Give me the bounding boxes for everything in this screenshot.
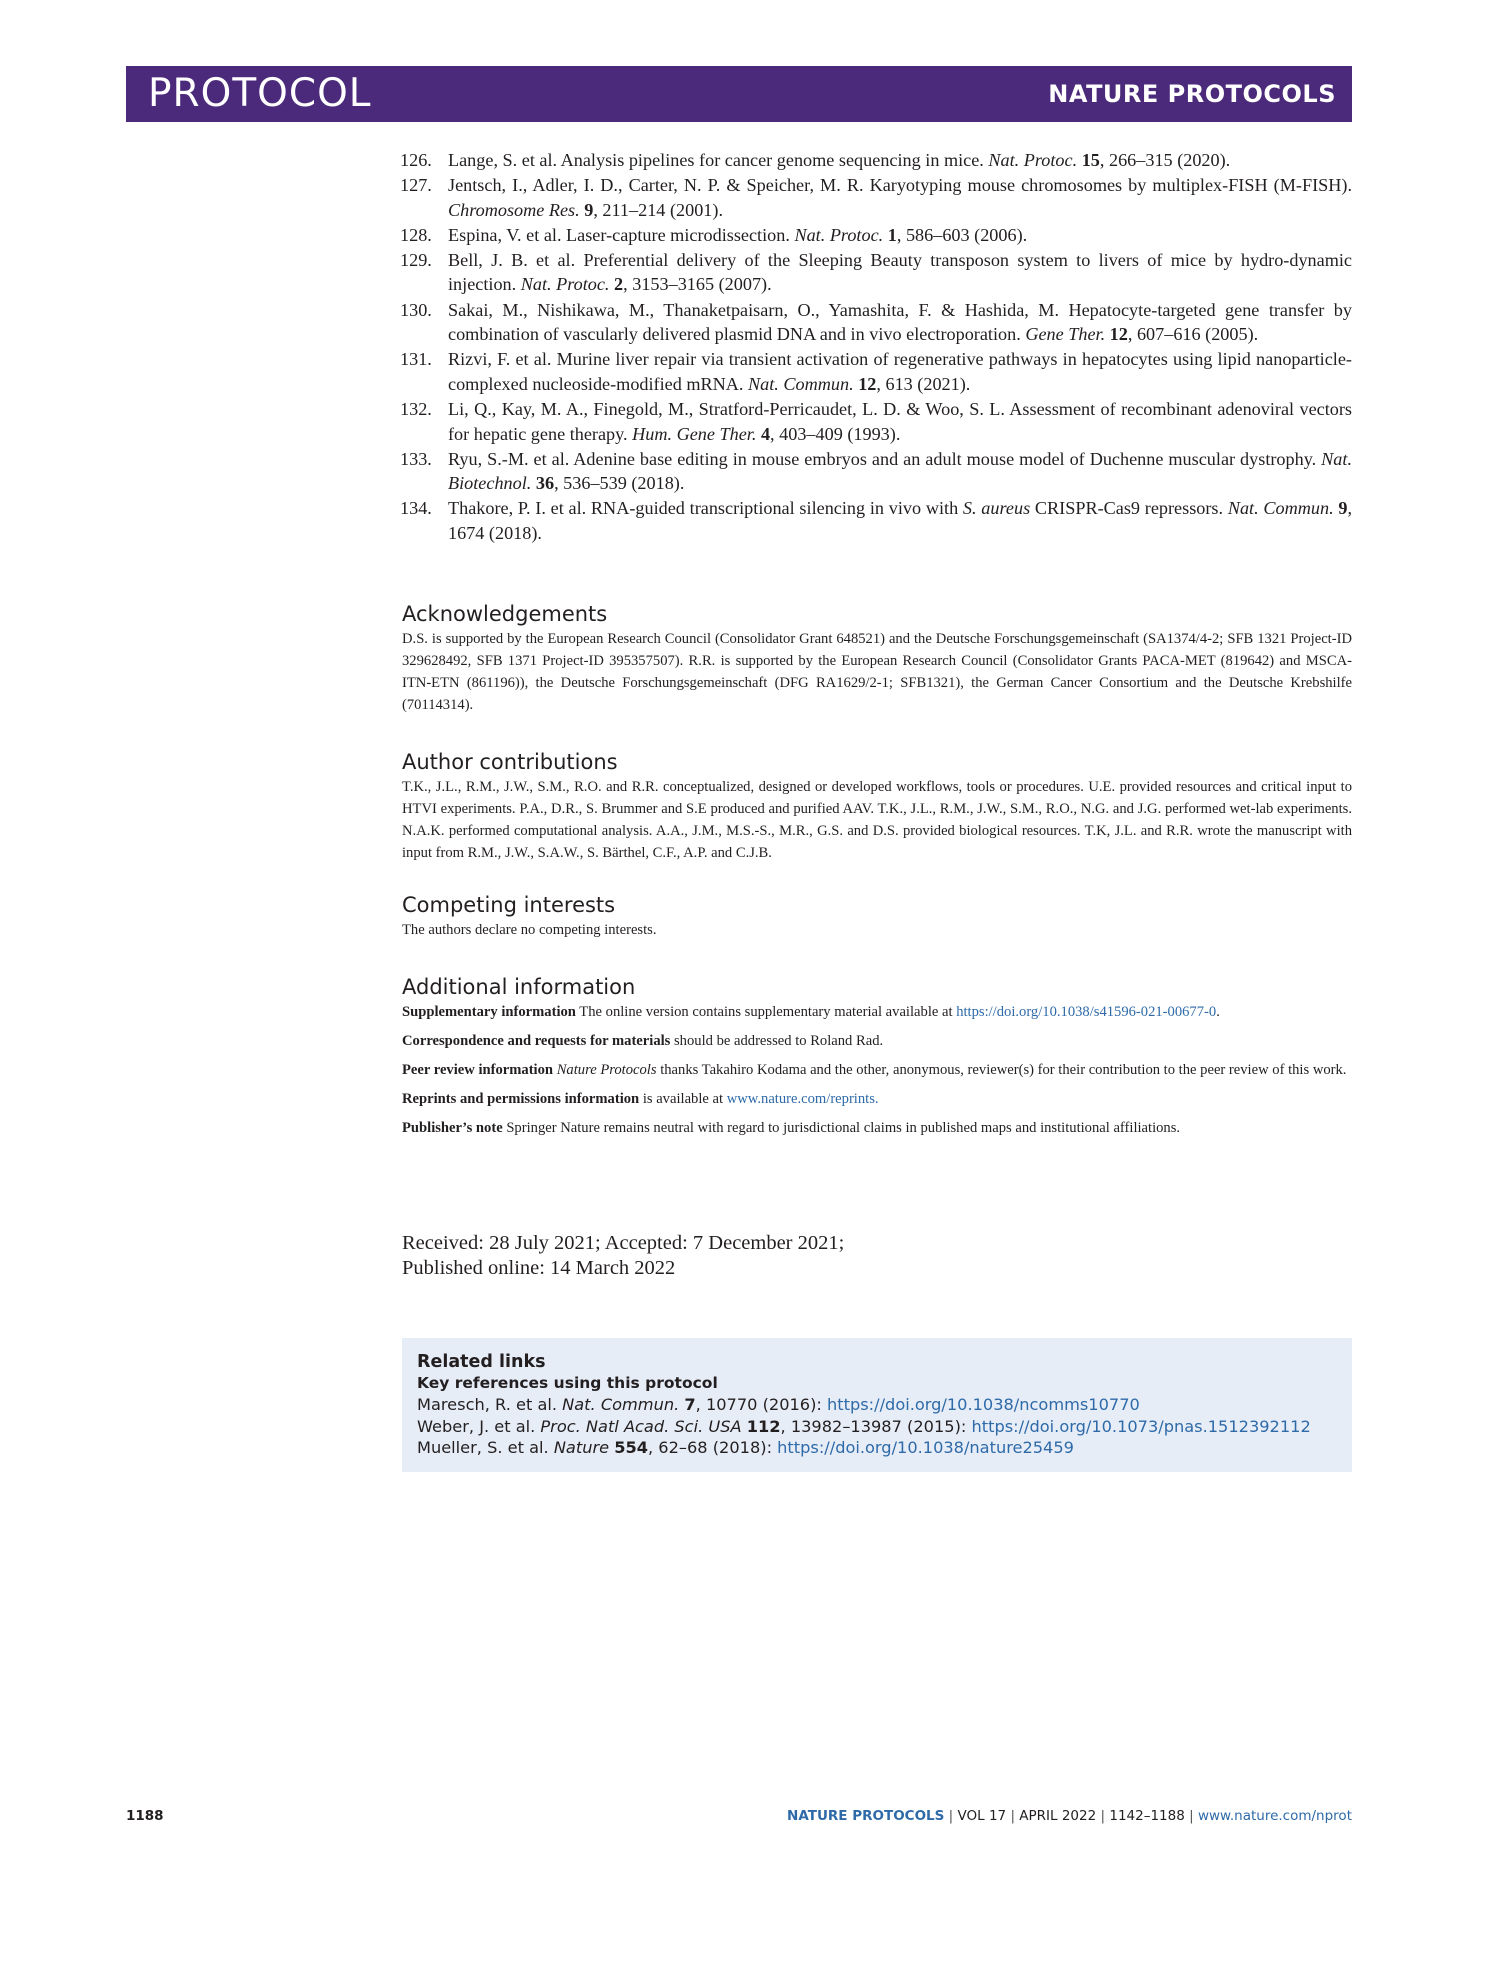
peer-review-label: Peer review information	[402, 1062, 554, 1078]
reference-text: Espina, V. et al. Laser-capture microdissection.	[448, 224, 795, 245]
reference-volume: 12	[1109, 324, 1128, 345]
reference-volume: 1	[887, 224, 897, 245]
acknowledgements-heading: Acknowledgements	[402, 602, 608, 626]
reference-number: 131.	[400, 349, 432, 370]
related-links-subheading: Key references using this protocol	[417, 1374, 718, 1392]
related-link-item	[417, 1437, 1337, 1459]
related-link-authors: Maresch, R. et al.	[417, 1395, 563, 1414]
reference-number: 133.	[400, 448, 432, 469]
related-link-details: , 10770 (2016):	[695, 1395, 828, 1414]
supplementary-text: The online version contains supplementary material available at	[575, 1004, 957, 1020]
reference-item	[400, 347, 1352, 396]
author-contributions-section	[402, 748, 1352, 864]
reference-text: , 613 (2021).	[876, 373, 971, 394]
related-link-url[interactable]: https://doi.org/10.1038/ncomms10770	[827, 1395, 1140, 1414]
correspondence-label: Correspondence and requests for materials	[402, 1033, 671, 1049]
reference-text: , 211–214 (2001).	[593, 199, 723, 220]
page-header	[126, 66, 1352, 122]
reference-journal: S. aureus	[962, 498, 1031, 519]
reference-text: Jentsch, I., Adler, I. D., Carter, N. P. & Speicher, M. R. Karyotyping mouse chromosomes by multiplex-FISH (M-FISH).	[448, 175, 1352, 196]
supplementary-link[interactable]: https://doi.org/10.1038/s41596-021-00677-0	[956, 1004, 1217, 1020]
reference-number: 127.	[400, 175, 432, 196]
acknowledgements-section	[402, 600, 1352, 716]
reference-journal: Hum. Gene Ther.	[632, 423, 757, 444]
related-link-item	[417, 1394, 1337, 1416]
journal-name: NATURE PROTOCOLS	[1048, 80, 1336, 108]
related-link-authors: Weber, J. et al.	[417, 1416, 541, 1436]
reference-item	[400, 148, 1352, 173]
related-link-authors: Mueller, S. et al.	[417, 1438, 554, 1457]
reference-text: , 536–539 (2018).	[554, 473, 685, 494]
page-number: 1188	[126, 1808, 164, 1824]
reprints-label: Reprints and permissions information	[402, 1091, 640, 1107]
journal-reference	[787, 1808, 1352, 1824]
reference-volume: 4	[760, 423, 771, 444]
reference-text: Sakai, M., Nishikawa, M., Thanaketpaisarn, O., Yamashita, F. & Hashida, M. Hepatocyte-targeted gene transfer by combination of vascularly delivered plasmid DNA and in vivo electroporation.	[448, 299, 1352, 345]
footer-separator: |	[1006, 1808, 1020, 1824]
additional-information-heading: Additional information	[402, 975, 636, 999]
reference-journal: Nat. Commun.	[748, 373, 854, 394]
related-link-journal: Nature	[553, 1438, 610, 1457]
related-links-box	[402, 1338, 1352, 1472]
correspondence-text: should be addressed to Roland Rad.	[670, 1033, 884, 1049]
footer-date: APRIL 2022	[1019, 1808, 1097, 1824]
received-accepted-dates: Received: 28 July 2021; Accepted: 7 December 2021;	[402, 1232, 845, 1254]
reference-journal: Nat. Commun.	[1227, 498, 1334, 519]
related-link-volume: 554	[614, 1438, 649, 1457]
competing-interests-section	[402, 891, 1352, 941]
related-link-details: , 62–68 (2018):	[648, 1438, 778, 1457]
related-link-volume: 7	[684, 1395, 696, 1414]
footer-volume: VOL 17	[957, 1808, 1007, 1824]
reference-item	[400, 496, 1352, 545]
peer-review-journal: Nature Protocols	[556, 1062, 657, 1078]
reference-item	[400, 248, 1352, 297]
reference-journal: Nat. Protoc.	[794, 224, 884, 245]
reprints-text: is available at	[639, 1091, 727, 1107]
reference-journal: Nat. Protoc.	[988, 150, 1078, 170]
reference-item	[400, 173, 1352, 222]
related-link-journal: Nat. Commun.	[562, 1395, 680, 1414]
reference-item	[400, 223, 1352, 248]
reference-item	[400, 298, 1352, 347]
reference-journal: Nat. Biotechnol.	[448, 448, 1352, 494]
publisher-note-text: Springer Nature remains neutral with regard to jurisdictional claims in published maps and institutional affiliations.	[502, 1120, 1181, 1136]
published-date: Published online: 14 March 2022	[402, 1257, 676, 1279]
related-link-url[interactable]: https://doi.org/10.1073/pnas.1512392112	[971, 1416, 1311, 1436]
reference-number: 126.	[400, 150, 432, 170]
correspondence-info	[402, 1030, 1352, 1052]
reference-journal: Gene Ther.	[1025, 324, 1106, 345]
reference-text: , 403–409 (1993).	[770, 423, 901, 444]
competing-interests-heading: Competing interests	[402, 893, 616, 917]
reference-text: CRISPR-Cas9 repressors.	[1030, 498, 1228, 519]
reference-volume: 9	[1338, 498, 1348, 519]
reprints-info	[402, 1088, 1352, 1110]
reference-text: , 607–616 (2005).	[1127, 324, 1259, 345]
reference-number: 130.	[400, 299, 432, 320]
footer-url[interactable]: www.nature.com/nprot	[1197, 1808, 1352, 1824]
reference-item	[400, 447, 1352, 496]
reference-journal: Chromosome Res.	[448, 199, 580, 220]
related-links-list	[417, 1394, 1337, 1459]
reference-text: Lange, S. et al. Analysis pipelines for cancer genome sequencing in mice.	[448, 150, 989, 170]
reference-volume: 2	[614, 274, 624, 295]
reference-text: Bell, J. B. et al. Preferential delivery of the Sleeping Beauty transposon system to livers of mice by hydro-dynamic injection.	[448, 249, 1352, 295]
reference-text: Ryu, S.-M. et al. Adenine base editing in mouse embryos and an adult mouse model of Duchenne muscular dystrophy.	[448, 448, 1322, 469]
reference-number: 132.	[400, 398, 432, 419]
peer-review-text: thanks Takahiro Kodama and the other, anonymous, reviewer(s) for their contribution to the peer review of this work.	[656, 1062, 1347, 1078]
reference-text: Thakore, P. I. et al. RNA-guided transcriptional silencing in vivo with	[448, 498, 963, 519]
reference-text: Rizvi, F. et al. Murine liver repair via transient activation of regenerative pathways in hepatocytes using lipid nanoparticle-complexed nucleoside-modified mRNA.	[448, 349, 1352, 394]
related-link-url[interactable]: https://doi.org/10.1038/nature25459	[777, 1438, 1074, 1457]
footer-pages: 1142–1188	[1109, 1808, 1185, 1824]
reference-list	[400, 148, 1352, 546]
footer-journal: NATURE PROTOCOLS	[787, 1808, 945, 1824]
reprints-link[interactable]: www.nature.com/reprints.	[726, 1091, 879, 1107]
competing-interests-text: The authors declare no competing interests.	[402, 922, 657, 938]
publisher-note-label: Publisher’s note	[402, 1120, 503, 1136]
reference-number: 128.	[400, 224, 432, 245]
peer-review-info	[402, 1059, 1352, 1081]
additional-information-section	[402, 973, 1352, 1146]
reference-volume: 15	[1081, 150, 1100, 170]
section-label: PROTOCOL	[148, 71, 372, 116]
supplementary-info	[402, 1001, 1352, 1023]
reference-number: 129.	[400, 249, 432, 270]
related-link-volume: 112	[746, 1416, 781, 1436]
reference-text: , 266–315 (2020).	[1099, 150, 1231, 170]
reference-journal: Nat. Protoc.	[520, 274, 610, 295]
related-links-heading: Related links	[417, 1352, 546, 1372]
article-dates	[402, 1231, 844, 1281]
footer-separator: |	[1096, 1808, 1110, 1824]
author-contributions-heading: Author contributions	[402, 750, 618, 774]
related-link-item	[417, 1416, 1337, 1438]
publisher-note	[402, 1117, 1352, 1139]
reference-volume: 9	[584, 199, 594, 220]
reference-text: , 3153–3165 (2007).	[623, 274, 772, 295]
related-link-journal: Proc. Natl Acad. Sci. USA	[540, 1416, 742, 1436]
reference-text: , 1674 (2018).	[448, 498, 1353, 543]
supplementary-label: Supplementary information	[402, 1004, 576, 1020]
supplementary-end: .	[1216, 1004, 1220, 1020]
reference-number: 134.	[400, 498, 432, 519]
reference-text: , 586–603 (2006).	[896, 224, 1028, 245]
footer-separator: |	[1184, 1808, 1198, 1824]
author-contributions-text: T.K., J.L., R.M., J.W., S.M., R.O. and R.R. conceptualized, designed or developed workflows, tools or procedures. U.E. provided resources and critical input to HTVI experiments. P.A., D.R., S. Brummer and S.E produced and purified AAV. T.K., J.L., R.M., J.W., S.M., R.O., N.G. and J.G. performed wet-lab experiments. N.A.K. performed computational analysis. A.A., J.M., M.S.-S., M.R., G.S. and D.S. provided biological resources. T.K, J.L. and R.R. wrote the manuscript with input from R.M., J.W., S.A.W., S. Bärthel, C.F., A.P. and C.J.B.	[402, 779, 1352, 861]
reference-item	[400, 397, 1352, 446]
reference-volume: 12	[858, 373, 877, 394]
acknowledgements-text: D.S. is supported by the European Research Council (Consolidator Grant 648521) and the Deutsche Forschungsgemeinschaft (SA1374/4-2; SFB 1321 Project-ID 329628492, SFB 1371 Project-ID 395357507). R.R. is supported by the European Research Council (Consolidator Grants PACA-MET (819642) and MSCA-ITN-ETN (861196)), the Deutsche Forschungsgemeinschaft (DFG RA1629/2-1; SFB1321), the German Cancer Consortium and the Deutsche Krebshilfe (70114314).	[402, 631, 1352, 713]
reference-text: Li, Q., Kay, M. A., Finegold, M., Stratford-Perricaudet, L. D. & Woo, S. L. Assessment of recombinant adenoviral vectors for hepatic gene therapy.	[448, 398, 1352, 444]
related-link-details: , 13982–13987 (2015):	[780, 1416, 972, 1436]
footer-separator: |	[944, 1808, 958, 1824]
reference-volume: 36	[535, 473, 555, 494]
